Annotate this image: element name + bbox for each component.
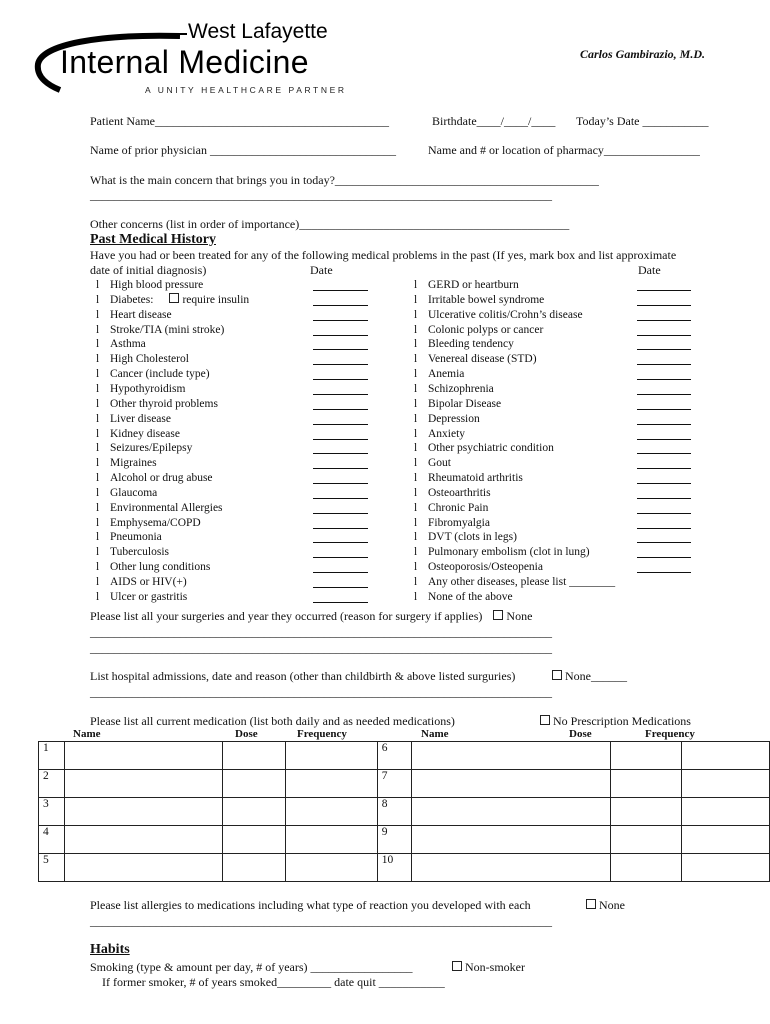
condition-label: Gout xyxy=(428,457,451,470)
condition-row-left[interactable] xyxy=(96,278,203,293)
date-input-line[interactable] xyxy=(637,468,691,469)
bullet-icon: l xyxy=(96,368,100,381)
condition-row-left[interactable] xyxy=(96,323,224,338)
condition-label: Other psychiatric condition xyxy=(428,442,554,455)
bullet-icon: l xyxy=(414,293,418,306)
med-name-cell[interactable] xyxy=(65,826,222,854)
bullet-icon: l xyxy=(414,308,418,321)
surgeries-line-2[interactable]: _____________________________________________________________________________ xyxy=(90,641,552,655)
med-frequency-cell[interactable] xyxy=(285,742,377,770)
condition-label: Any other diseases, please list ________ xyxy=(428,576,616,588)
bullet-icon: l xyxy=(96,382,100,395)
medication-row xyxy=(39,826,770,854)
bullet-icon: l xyxy=(96,397,100,410)
date-input-line[interactable] xyxy=(313,587,368,588)
date-input-line[interactable] xyxy=(313,424,368,425)
bullet-icon: l xyxy=(414,516,418,529)
bullet-icon: l xyxy=(96,338,100,351)
med-name-cell[interactable] xyxy=(412,826,611,854)
bullet-icon: l xyxy=(414,561,418,574)
date-input-line[interactable] xyxy=(637,557,691,558)
condition-row-left[interactable] xyxy=(96,501,223,516)
bullet-icon: l xyxy=(96,472,100,485)
condition-row-right[interactable] xyxy=(414,456,451,471)
bullet-icon: l xyxy=(96,576,100,588)
row-number: 3 xyxy=(39,798,65,826)
condition-label: Other thyroid problems xyxy=(110,397,218,410)
bullet-icon: l xyxy=(96,427,100,440)
pharmacy-field[interactable]: Name and # or location of pharmacy________________ xyxy=(428,143,700,157)
med-header-name-right: Name xyxy=(421,728,449,740)
condition-row-right[interactable] xyxy=(414,397,501,412)
condition-label: Seizures/Epilepsy xyxy=(110,442,193,455)
date-input-line[interactable] xyxy=(313,483,368,484)
bullet-icon: l xyxy=(414,323,418,336)
condition-label: Pneumonia xyxy=(110,531,162,544)
condition-row-left[interactable] xyxy=(96,486,157,501)
condition-row-left[interactable] xyxy=(96,412,171,427)
condition-label: Asthma xyxy=(110,338,146,351)
condition-row-right[interactable] xyxy=(414,382,494,397)
condition-label: Chronic Pain xyxy=(428,501,489,514)
date-header-left: Date xyxy=(310,263,333,277)
date-input-line[interactable] xyxy=(313,305,368,306)
condition-row-left[interactable] xyxy=(96,545,169,560)
logo-title-main: Internal Medicine xyxy=(60,44,309,80)
surgeries-line-1[interactable]: _____________________________________________________________________________ xyxy=(90,625,552,639)
date-input-line[interactable] xyxy=(637,424,691,425)
row-number: 5 xyxy=(39,854,65,882)
row-number: 2 xyxy=(39,770,65,798)
date-input-line[interactable] xyxy=(637,528,691,529)
condition-label: Schizophrenia xyxy=(428,382,494,395)
date-input-line[interactable] xyxy=(313,468,368,469)
hospital-prompt: List hospital admissions, date and reason (other than childbirth & above listed surguries) xyxy=(90,669,516,683)
bullet-icon: l xyxy=(414,457,418,470)
prior-physician-field[interactable]: Name of prior physician _______________________________ xyxy=(90,143,396,157)
insulin-checkbox[interactable] xyxy=(169,294,249,306)
med-name-cell[interactable] xyxy=(65,770,222,798)
todays-date-field[interactable]: Today’s Date ___________ xyxy=(576,114,709,128)
date-input-line[interactable] xyxy=(313,290,368,291)
condition-row-left[interactable] xyxy=(96,352,189,367)
date-input-line[interactable] xyxy=(637,542,691,543)
med-frequency-cell[interactable] xyxy=(681,742,769,770)
logo-title-top: West Lafayette xyxy=(188,20,328,43)
medication-row xyxy=(39,742,770,770)
logo-subtitle: A UNITY HEALTHCARE PARTNER xyxy=(145,85,347,95)
date-input-line[interactable] xyxy=(313,602,368,603)
bullet-icon: l xyxy=(96,293,100,306)
bullet-icon: l xyxy=(414,382,418,395)
condition-row-right[interactable] xyxy=(414,545,590,560)
condition-label: Ulcer or gastritis xyxy=(110,590,188,603)
med-header-frequency-right: Frequency xyxy=(645,728,695,740)
condition-label: Kidney disease xyxy=(110,427,180,440)
no-prescription-label: No Prescription Medications xyxy=(553,714,691,728)
date-input-line[interactable] xyxy=(313,349,368,350)
condition-row-left[interactable] xyxy=(96,441,192,456)
med-dose-cell[interactable] xyxy=(222,770,285,798)
condition-label: Rheumatoid arthritis xyxy=(428,472,523,485)
date-input-line[interactable] xyxy=(637,439,691,440)
date-input-line[interactable] xyxy=(313,528,368,529)
condition-row-right[interactable] xyxy=(414,367,464,382)
bullet-icon: l xyxy=(414,397,418,410)
condition-row-right[interactable] xyxy=(414,471,523,486)
allergies-prompt: Please list allergies to medications including what type of reaction you developed with each xyxy=(90,898,531,912)
condition-label: Pulmonary embolism (clot in lung) xyxy=(428,546,590,559)
allergies-none-label: None xyxy=(599,898,625,912)
med-name-cell[interactable] xyxy=(65,854,222,882)
bullet-icon: l xyxy=(414,353,418,366)
med-dose-cell[interactable] xyxy=(610,742,681,770)
condition-label: Depression xyxy=(428,412,480,425)
med-frequency-cell[interactable] xyxy=(285,770,377,798)
bullet-icon: l xyxy=(414,412,418,425)
date-input-line[interactable] xyxy=(313,439,368,440)
med-name-cell[interactable] xyxy=(412,770,611,798)
surgeries-prompt-text: Please list all your surgeries and year they occurred (reason for surgery if applies) xyxy=(90,609,483,623)
bullet-icon: l xyxy=(414,279,418,291)
med-dose-cell[interactable] xyxy=(610,770,681,798)
condition-row-left[interactable] xyxy=(96,516,201,531)
date-input-line[interactable] xyxy=(637,379,691,380)
med-frequency-cell[interactable] xyxy=(285,798,377,826)
doctor-name: Carlos Gambirazio, M.D. xyxy=(580,47,706,61)
condition-row-right[interactable] xyxy=(414,278,519,293)
date-input-line[interactable] xyxy=(637,394,691,395)
med-name-cell[interactable] xyxy=(65,798,222,826)
condition-label: Venereal disease (STD) xyxy=(428,353,537,366)
bullet-icon: l xyxy=(414,576,418,588)
bullet-icon: l xyxy=(96,516,100,529)
med-frequency-cell[interactable] xyxy=(681,770,769,798)
date-input-line[interactable] xyxy=(637,483,691,484)
condition-row-right[interactable] xyxy=(414,575,615,590)
condition-label: Colonic polyps or cancer xyxy=(428,323,544,336)
pmh-intro-line-1: Have you had or been treated for any of the following medical problems in the past (If yes, mark box and list approximate xyxy=(90,248,677,262)
bullet-icon: l xyxy=(414,442,418,455)
condition-label: Osteoarthritis xyxy=(428,486,491,499)
bullet-icon: l xyxy=(96,501,100,514)
condition-label: Irritable bowel syndrome xyxy=(428,293,545,306)
surgeries-none-checkbox[interactable] xyxy=(493,609,532,623)
checkbox-icon xyxy=(493,610,503,620)
condition-row-left[interactable] xyxy=(96,560,210,575)
medications-prompt: Please list all current medication (list both daily and as needed medications) xyxy=(90,714,455,728)
row-number: 1 xyxy=(39,742,65,770)
med-frequency-cell[interactable] xyxy=(285,854,377,882)
bullet-icon: l xyxy=(96,531,100,544)
main-concern-field[interactable]: What is the main concern that brings you in today?____________________________________________ xyxy=(90,173,599,187)
date-input-line[interactable] xyxy=(313,572,368,573)
date-input-line[interactable] xyxy=(313,379,368,380)
row-number: 9 xyxy=(377,826,411,854)
condition-row-right[interactable] xyxy=(414,530,517,545)
hospital-none-checkbox[interactable] xyxy=(552,669,627,684)
date-input-line[interactable] xyxy=(637,513,691,514)
condition-row-right[interactable] xyxy=(414,427,465,442)
condition-row-left[interactable] xyxy=(96,530,162,545)
date-input-line[interactable] xyxy=(637,290,691,291)
former-smoker-field[interactable]: If former smoker, # of years smoked_________ date quit ___________ xyxy=(102,975,445,989)
condition-label: Cancer (include type) xyxy=(110,368,210,381)
condition-row-right[interactable] xyxy=(414,441,554,456)
condition-label: Fibromyalgia xyxy=(428,516,490,529)
date-input-line[interactable] xyxy=(637,335,691,336)
row-number: 10 xyxy=(377,854,411,882)
condition-row-left[interactable] xyxy=(96,337,146,352)
condition-row-left[interactable] xyxy=(96,471,213,486)
condition-label: Migraines xyxy=(110,457,157,470)
date-input-line[interactable] xyxy=(313,409,368,410)
date-input-line[interactable] xyxy=(637,498,691,499)
date-input-line[interactable] xyxy=(313,453,368,454)
condition-row-right[interactable] xyxy=(414,590,513,605)
bullet-icon: l xyxy=(414,427,418,440)
bullet-icon: l xyxy=(96,486,100,499)
bullet-icon: l xyxy=(414,531,418,544)
date-input-line[interactable] xyxy=(313,394,368,395)
bullet-icon: l xyxy=(414,368,418,381)
non-smoker-label: Non-smoker xyxy=(465,960,525,974)
med-name-cell[interactable] xyxy=(412,798,611,826)
med-name-cell[interactable] xyxy=(65,742,222,770)
date-input-line[interactable] xyxy=(637,364,691,365)
checkbox-icon xyxy=(552,670,562,680)
condition-label: Osteoporosis/Osteopenia xyxy=(428,561,543,574)
med-frequency-cell[interactable] xyxy=(681,798,769,826)
pmh-title: Past Medical History xyxy=(90,232,216,247)
allergies-none-checkbox[interactable] xyxy=(586,898,625,913)
med-name-cell[interactable] xyxy=(412,742,611,770)
bullet-icon: l xyxy=(414,338,418,351)
no-prescription-checkbox[interactable] xyxy=(540,714,691,729)
bullet-icon: l xyxy=(96,590,100,603)
med-frequency-cell[interactable] xyxy=(285,826,377,854)
med-dose-cell[interactable] xyxy=(222,854,285,882)
condition-row-right[interactable] xyxy=(414,337,514,352)
checkbox-icon xyxy=(586,899,596,909)
condition-row-left[interactable] xyxy=(96,308,172,323)
condition-label: Hypothyroidism xyxy=(110,382,186,395)
condition-row-right[interactable] xyxy=(414,323,543,338)
checkbox-icon xyxy=(169,293,179,303)
condition-label: AIDS or HIV(+) xyxy=(110,576,187,588)
date-input-line[interactable] xyxy=(313,542,368,543)
med-dose-cell[interactable] xyxy=(610,854,681,882)
medication-table xyxy=(38,741,770,882)
non-smoker-checkbox[interactable] xyxy=(452,960,525,975)
allergies-line-1[interactable]: _____________________________________________________________________________ xyxy=(90,914,552,928)
date-input-line[interactable] xyxy=(313,498,368,499)
condition-label: Alcohol or drug abuse xyxy=(110,472,213,485)
condition-label: Other lung conditions xyxy=(110,561,211,574)
condition-row-right[interactable] xyxy=(414,486,491,501)
date-header-right: Date xyxy=(638,263,661,277)
condition-label: Heart disease xyxy=(110,308,172,321)
date-input-line[interactable] xyxy=(637,453,691,454)
birthdate-field[interactable]: Birthdate____/____/____ xyxy=(432,114,556,128)
condition-row-left[interactable] xyxy=(96,367,210,382)
condition-row-right[interactable] xyxy=(414,412,480,427)
condition-label: Environmental Allergies xyxy=(110,501,223,514)
date-input-line[interactable] xyxy=(637,349,691,350)
surgeries-none-label: None xyxy=(506,609,533,623)
date-input-line[interactable] xyxy=(637,572,691,573)
med-header-frequency-left: Frequency xyxy=(297,728,347,740)
medication-row xyxy=(39,854,770,882)
med-frequency-cell[interactable] xyxy=(681,854,769,882)
condition-row-right[interactable] xyxy=(414,560,543,575)
condition-label: Anemia xyxy=(428,368,465,381)
other-concerns-field[interactable]: Other concerns (list in order of importance)_____________________________________________ xyxy=(90,217,570,231)
med-header-dose-right: Dose xyxy=(569,728,592,740)
condition-row-right[interactable] xyxy=(414,516,490,531)
condition-label: High blood pressure xyxy=(110,279,204,291)
bullet-icon: l xyxy=(96,353,100,366)
bullet-icon: l xyxy=(414,546,418,559)
condition-row-left[interactable] xyxy=(96,427,180,442)
hospital-none-label: None______ xyxy=(565,669,627,683)
bullet-icon: l xyxy=(96,279,100,291)
condition-row-left[interactable] xyxy=(96,590,187,605)
bullet-icon: l xyxy=(96,323,100,336)
date-input-line[interactable] xyxy=(637,409,691,410)
surgeries-prompt xyxy=(90,609,532,624)
bullet-icon: l xyxy=(96,308,100,321)
med-header-name-left: Name xyxy=(73,728,101,740)
hospital-line-1[interactable]: _____________________________________________________________________________ xyxy=(90,685,552,699)
condition-label: High Cholesterol xyxy=(110,353,189,366)
bullet-icon: l xyxy=(96,442,100,455)
row-number: 8 xyxy=(377,798,411,826)
row-number: 4 xyxy=(39,826,65,854)
row-number: 6 xyxy=(377,742,411,770)
bullet-icon: l xyxy=(96,412,100,425)
bullet-icon: l xyxy=(96,561,100,574)
med-header-dose-left: Dose xyxy=(235,728,258,740)
condition-label: Liver disease xyxy=(110,412,171,425)
date-input-line[interactable] xyxy=(313,557,368,558)
condition-label: Emphysema/COPD xyxy=(110,516,201,529)
condition-row-left[interactable] xyxy=(96,575,187,590)
pmh-intro-line-2: date of initial diagnosis) xyxy=(90,263,207,277)
medication-row xyxy=(39,798,770,826)
med-dose-cell[interactable] xyxy=(222,798,285,826)
condition-label: Stroke/TIA (mini stroke) xyxy=(110,323,225,336)
condition-row-right[interactable] xyxy=(414,293,544,308)
bullet-icon: l xyxy=(414,486,418,499)
condition-label: Diabetes: xyxy=(110,293,154,306)
med-dose-cell[interactable] xyxy=(222,826,285,854)
condition-row-left[interactable] xyxy=(96,397,218,412)
condition-label: Bleeding tendency xyxy=(428,338,514,351)
date-input-line[interactable] xyxy=(313,364,368,365)
condition-label: Ulcerative colitis/Crohn’s disease xyxy=(428,308,583,321)
med-name-cell[interactable] xyxy=(412,854,611,882)
patient-name-field[interactable]: Patient Name_______________________________________ xyxy=(90,114,389,128)
checkbox-icon xyxy=(540,715,550,725)
main-concern-line-2[interactable]: _____________________________________________________________________________ xyxy=(90,188,552,202)
medication-row xyxy=(39,770,770,798)
bullet-icon: l xyxy=(96,546,100,559)
condition-label: Tuberculosis xyxy=(110,546,169,559)
bullet-icon: l xyxy=(96,457,100,470)
date-input-line[interactable] xyxy=(313,335,368,336)
date-input-line[interactable] xyxy=(313,513,368,514)
condition-row-left[interactable] xyxy=(96,293,249,308)
condition-row-right[interactable] xyxy=(414,501,488,516)
bullet-icon: l xyxy=(414,590,418,603)
med-dose-cell[interactable] xyxy=(222,742,285,770)
checkbox-icon xyxy=(452,961,462,971)
bullet-icon: l xyxy=(414,501,418,514)
condition-label: DVT (clots in legs) xyxy=(428,531,517,544)
date-input-line[interactable] xyxy=(637,320,691,321)
med-dose-cell[interactable] xyxy=(610,826,681,854)
med-dose-cell[interactable] xyxy=(610,798,681,826)
condition-label: Anxiety xyxy=(428,427,466,440)
bullet-icon: l xyxy=(414,472,418,485)
insulin-label: require insulin xyxy=(182,293,250,306)
habits-title: Habits xyxy=(90,942,130,957)
condition-label: None of the above xyxy=(428,590,513,603)
smoking-field[interactable]: Smoking (type & amount per day, # of years) _________________ xyxy=(90,960,413,974)
condition-label: Glaucoma xyxy=(110,486,158,499)
condition-row-right[interactable] xyxy=(414,308,583,323)
condition-label: GERD or heartburn xyxy=(428,279,519,291)
condition-label: Bipolar Disease xyxy=(428,397,502,410)
condition-row-left[interactable] xyxy=(96,456,157,471)
row-number: 7 xyxy=(377,770,411,798)
date-input-line[interactable] xyxy=(637,305,691,306)
condition-row-left[interactable] xyxy=(96,382,185,397)
med-frequency-cell[interactable] xyxy=(681,826,769,854)
date-input-line[interactable] xyxy=(313,320,368,321)
condition-row-right[interactable] xyxy=(414,352,537,367)
